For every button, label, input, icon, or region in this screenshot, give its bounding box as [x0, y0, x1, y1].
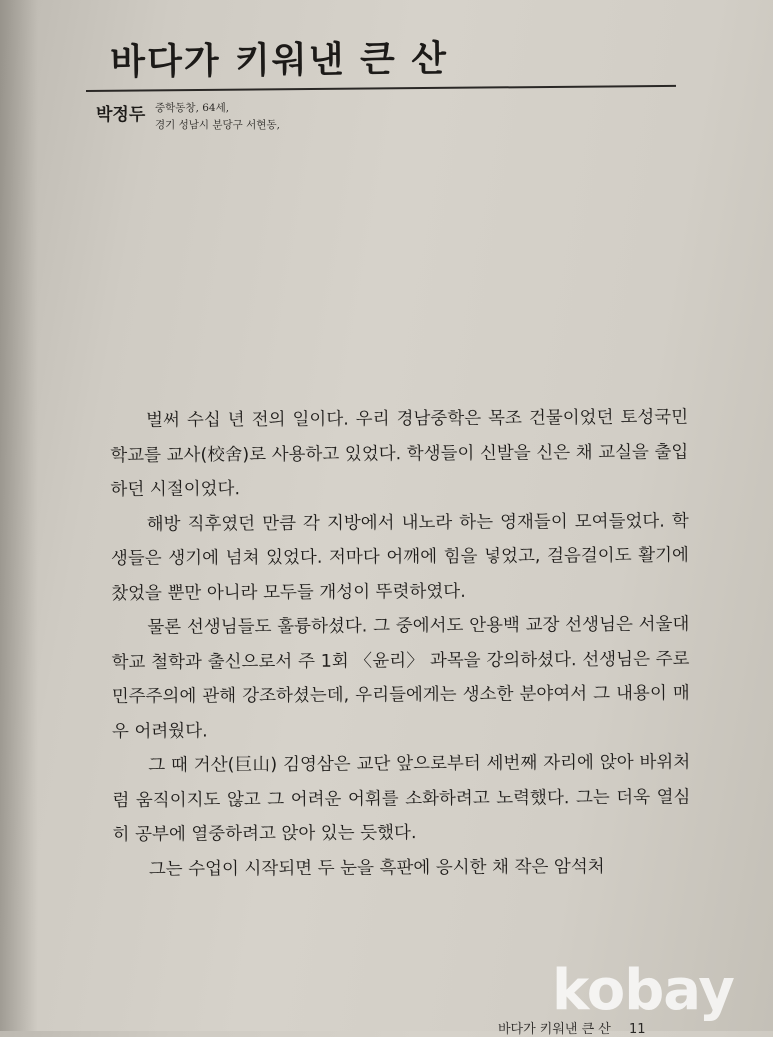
chapter-title: 바다가 키워낸 큰 산 — [110, 38, 449, 83]
author-info — [155, 100, 280, 134]
running-title: 바다가 키워낸 큰 산 — [498, 1022, 611, 1037]
title-underline — [86, 85, 676, 92]
watermark-logo: kobay — [552, 958, 734, 1023]
author-info-line-2: 경기 성남시 분당구 서현동, — [155, 119, 280, 131]
body-text — [110, 400, 691, 887]
paragraph: 그는 수업이 시작되면 두 눈을 흑판에 응시한 채 작은 암석처 — [148, 856, 605, 880]
page-gutter-shadow — [0, 0, 38, 1031]
page-number: 11 — [629, 1022, 646, 1037]
paragraph: 그 때 거산(巨山) 김영삼은 교단 앞으로부터 세번째 자리에 앉아 바위처럼 움직이지도 않고 그 어려운 어휘를 소화하려고 노력했다. 그는 더욱 열심히 공부에 열중하려고 앉아 있는 듯했다. — [112, 752, 691, 845]
paragraph: 벌써 수십 년 전의 일이다. 우리 경남중학은 목조 건물이었던 토성국민학교를 교사(校舍)로 사용하고 있었다. 학생들이 신발을 신은 채 교실을 출입하던 시절이었다. — [110, 407, 689, 500]
paragraph: 해방 직후였던 만큼 각 지방에서 내노라 하는 영재들이 모여들었다. 학생들은 생기에 넘쳐 있었다. 저마다 어깨에 힘을 넣었고, 걸음걸이도 활기에 찼었을 뿐만 아니라 모두들 개성이 뚜렷하였다. — [110, 510, 689, 604]
author-info-line-1: 중학동창, 64세, — [155, 102, 230, 114]
paragraph: 물론 선생님들도 훌륭하셨다. 그 중에서도 안용백 교장 선생님은 서울대학교 철학과 출신으로서 주 1회 〈윤리〉 과목을 강의하셨다. 선생님은 주로 민주주의에 관해 강조하셨는데, 우리들에게는 생소한 분야여서 그 내용이 매우 어려웠다. — [111, 614, 690, 742]
author-name: 박정두 — [96, 105, 146, 125]
